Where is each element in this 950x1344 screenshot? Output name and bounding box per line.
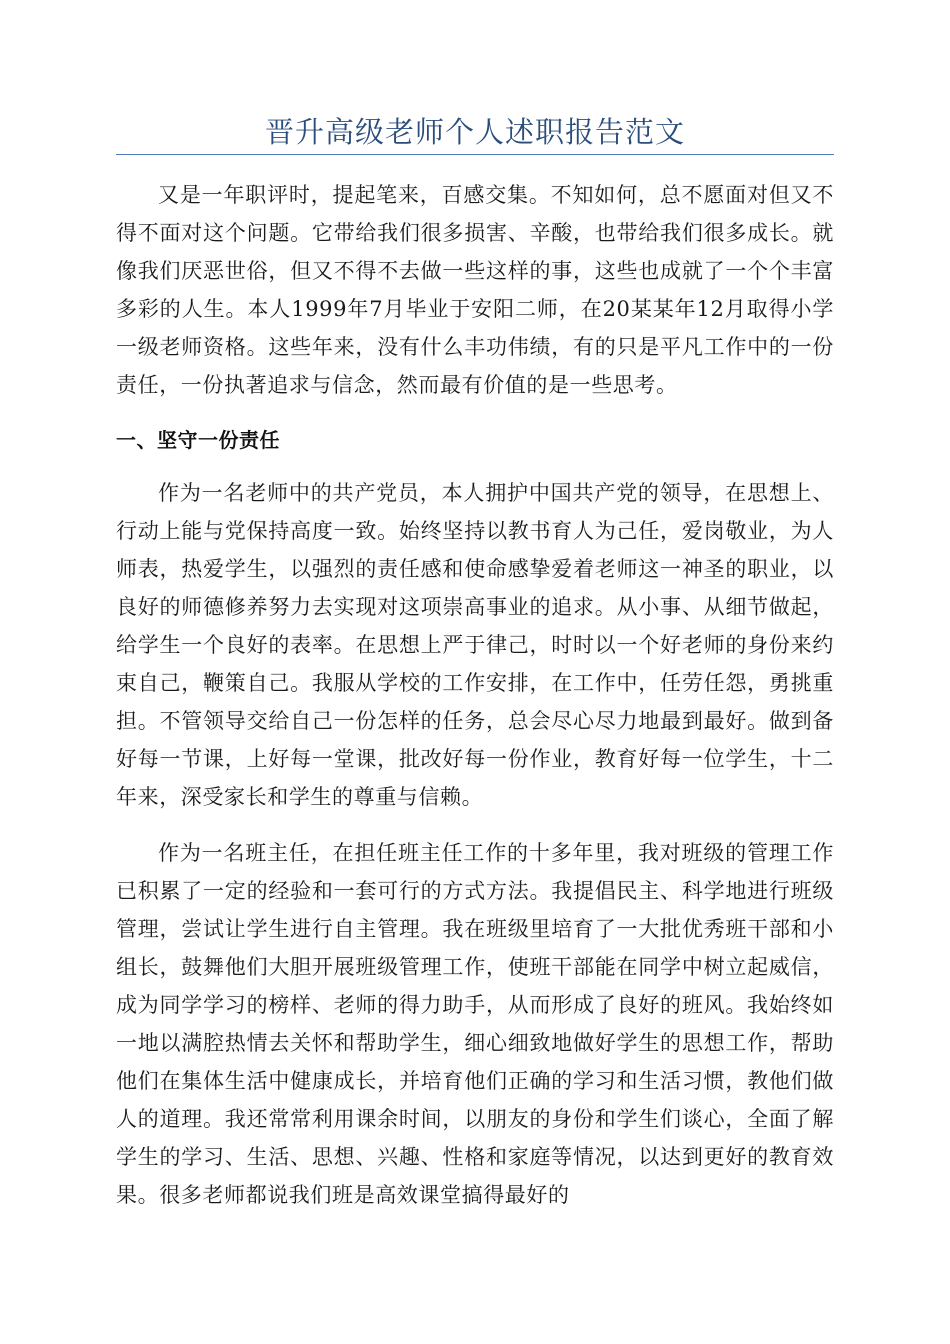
section-heading-1: 一、坚守一份责任 [116, 428, 280, 452]
section1-paragraph-2: 作为一名班主任，在担任班主任工作的十多年里，我对班级的管理工作已积累了一定的经验和一套可行的方式方法。我提倡民主、科学地进行班级管理，尝试让学生进行自主管理。我在班级里培育了一大批优秀班干部和小组长，鼓舞他们大胆开展班级管理工作，使班干部能在同学中树立起威信，成为同学学习的榜样、老师的得力助手，从而形成了良好的班风。我始终如一地以满腔热情去关怀和帮助学生，细心细致地做好学生的思想工作，帮助他们在集体生活中健康成长，并培育他们正确的学习和生活习惯，教他们做人的道理。我还常常利用课余时间，以朋友的身份和学生们谈心，全面了解学生的学习、生活、思想、兴趣、性格和家庭等情况，以达到更好的教育效果。很多老师都说我们班是高效课堂搞得最好的 [116, 841, 834, 1207]
document-title: 晋升高级老师个人述职报告范文 [264, 115, 685, 149]
intro-paragraph: 又是一年职评时，提起笔来，百感交集。不知如何，总不愿面对但又不得不面对这个问题。它带给我们很多损害、辛酸，也带给我们很多成长。就像我们厌恶世俗，但又不得不去做一些这样的事，这些也成就了一个个丰富多彩的人生。本人1999年7月毕业于安阳二师，在20某某年12月取得小学一级老师资格。这些年来，没有什么丰功伟绩，有的只是平凡工作中的一份责任，一份执著追求与信念，然而最有价值的是一些思考。 [116, 183, 834, 397]
section1-paragraph-1: 作为一名老师中的共产党员，本人拥护中国共产党的领导，在思想上、行动上能与党保持高度一致。始终坚持以教书育人为己任，爱岗敬业，为人师表，热爱学生，以强烈的责任感和使命感挚爱着老师这一神圣的职业，以良好的师德修养努力去实现对这项崇高事业的追求。从小事、从细节做起，给学生一个良好的表率。在思想上严于律己，时时以一个好老师的身份来约束自己，鞭策自己。我服从学校的工作安排，在工作中，任劳任怨，勇挑重担。不管领导交给自己一份怎样的任务，总会尽心尽力地最到最好。做到备好每一节课，上好每一堂课，批改好每一份作业，教育好每一位学生，十二年来，深受家长和学生的尊重与信赖。 [116, 481, 834, 809]
title-underline [116, 154, 834, 155]
